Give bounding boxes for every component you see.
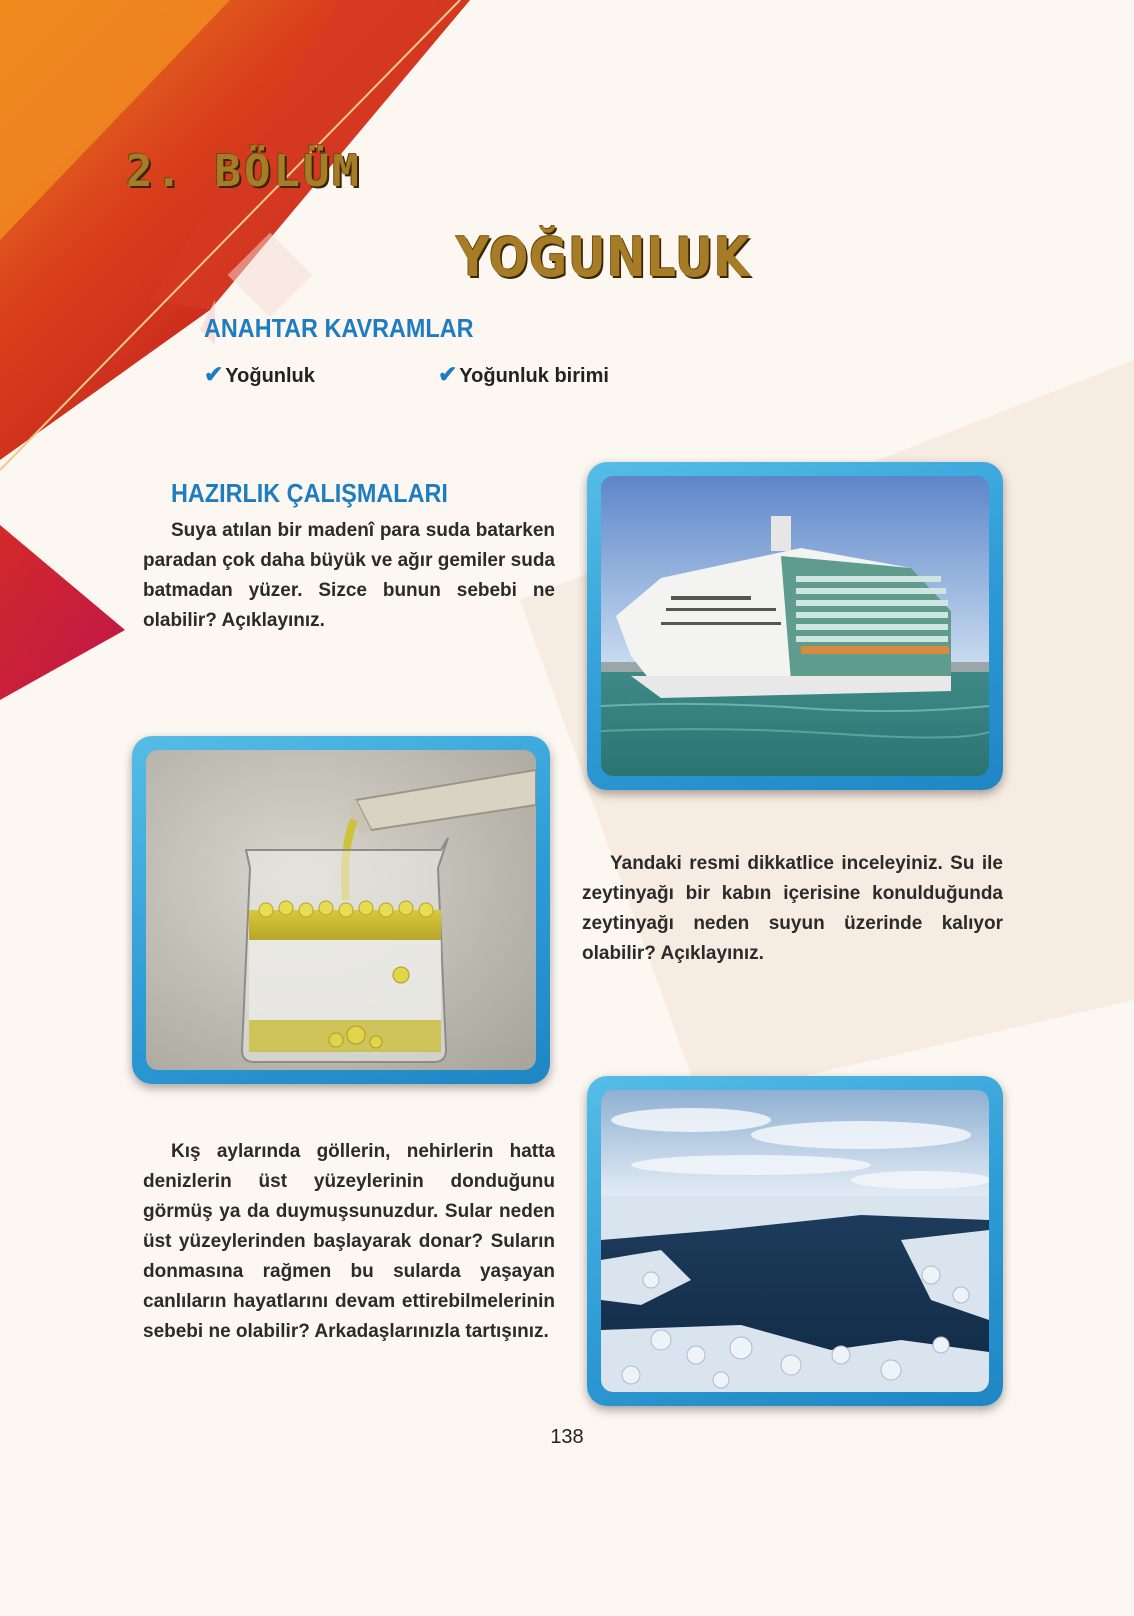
page-number: 138 — [550, 1426, 584, 1448]
oil-water-beaker-photo — [146, 750, 536, 1070]
page-title: YOĞUNLUK — [456, 226, 751, 289]
key-concept-item — [204, 361, 315, 388]
checkmark-icon: ✔ — [438, 361, 458, 387]
frozen-sea-photo — [601, 1090, 989, 1392]
oil-water-beaker-photo-frame — [132, 736, 550, 1084]
key-concept-label: Yoğunluk — [225, 365, 315, 387]
key-concept-label: Yoğunluk birimi — [459, 365, 609, 387]
key-concepts-heading: ANAHTAR KAVRAMLAR — [204, 313, 474, 343]
paragraph-ship-question: Suya atılan bir madenî para suda batarken paradan çok daha büyük ve ağır gemiler suda batmadan yüzer. Sizce bunun sebebi ne olabilir? Açıklayınız. — [143, 520, 555, 631]
key-concept-item — [438, 361, 609, 388]
cruise-ship-photo — [601, 476, 989, 776]
chapter-label: 2. BÖLÜM — [126, 146, 362, 197]
frozen-sea-photo-frame — [587, 1076, 1003, 1406]
preparation-heading: HAZIRLIK ÇALIŞMALARI — [171, 478, 448, 508]
cruise-ship-photo-frame — [587, 462, 1003, 790]
checkmark-icon: ✔ — [204, 361, 224, 387]
paragraph-ice-question: Kış aylarında göllerin, nehirlerin hatta denizlerin üst yüzeylerinin donduğunu görmüş ya da duymuşsunuzdur. Sular neden üst yüzeylerinden başlayarak donar? Suların donmasına rağmen bu sularda yaşayan canlıların hayatlarını devam ettirebilmelerinin sebebi ne olabilir? Arkadaşlarınızla tartışınız. — [143, 1141, 555, 1342]
paragraph-oil-question: Yandaki resmi dikkatlice inceleyiniz. Su ile zeytinyağı bir kabın içerisine konulduğunda zeytinyağı neden suyun üzerinde kalıyor olabilir? Açıklayınız. — [582, 853, 1003, 964]
